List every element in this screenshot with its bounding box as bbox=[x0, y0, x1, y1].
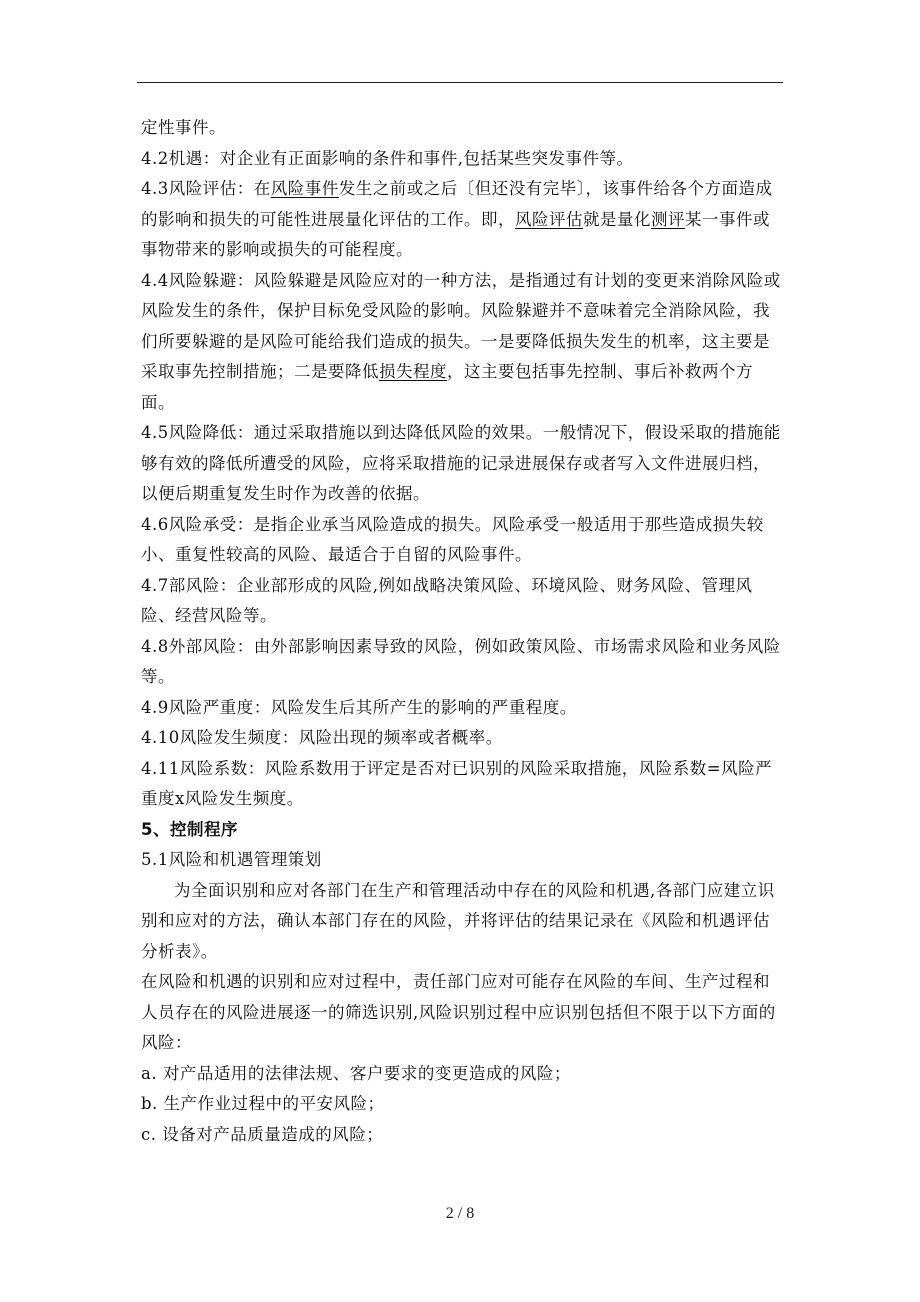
section-heading-5: 5、控制程序 bbox=[141, 819, 238, 839]
list-item-b: b. 生产作业过程中的平安风险； bbox=[141, 1094, 385, 1113]
definition-4-11: 4.11风险系数：风险系数用于评定是否对已识别的风险采取措施，风险系数=风险严重度x风险发生频度。 bbox=[141, 758, 773, 808]
underlined-term-risk-assessment: 风险评估 bbox=[515, 209, 583, 229]
list-item-c: c. 设备对产品质量造成的风险； bbox=[141, 1124, 384, 1144]
paragraph-planning: 为全面识别和应对各部门在生产和管理活动中存在的风险和机遇,各部门应建立识别和应对的方法，确认本部门存在的风险，并将评估的结果记录在《风险和机遇评估分析表》。 bbox=[141, 880, 775, 961]
underlined-term-evaluation: 测评 bbox=[651, 209, 685, 229]
definition-4-6: 4.6风险承受：是指企业承当风险造成的损失。风险承受一般适用于那些造成损失较小、重复性较高的风险、最适合于自留的风险事件。 bbox=[141, 514, 764, 564]
header-rule bbox=[137, 82, 783, 83]
subsection-5-1: 5.1风险和机遇管理策划 bbox=[141, 850, 322, 869]
document-body bbox=[141, 113, 785, 1150]
text-span: 发生之前或之后〔但还没有完毕〕，该事件给各个方面造成的影响和损失的可能性进展量化评估的工作。即， bbox=[141, 179, 773, 229]
text-span: 4.4风险躲避：风险躲避是风险应对的一种方法，是指通过有计划的变更来消除风险或风险发生的条件，保护目标免受风险的影响。风险躲避并不意味着完全消除风险，我们所要躲避的是风险可能给我们造成的损失。一是要降低损失发生的机率，这主要是采取事先控制措施；二是要降低 bbox=[141, 270, 781, 381]
definition-4-10: 4.10风险发生频度：风险出现的频率或者概率。 bbox=[141, 728, 503, 747]
definition-4-5: 4.5风险降低：通过采取措施以到达降低风险的效果。一般情况下，假设采取的措施能够有效的降低所遭受的风险，应将采取措施的记录进展保存或者写入文件进展归档，以便后期重复发生时作为改善的依据。 bbox=[141, 423, 781, 503]
definition-4-9: 4.9风险严重度：风险发生后其所产生的影响的严重程度。 bbox=[141, 697, 577, 717]
definition-4-2: 4.2机遇：对企业有正面影响的条件和事件,包括某些突发事件等。 bbox=[141, 148, 634, 168]
underlined-term-risk-event: 风险事件 bbox=[270, 179, 339, 198]
definition-4-3 bbox=[141, 174, 785, 266]
page-number: 2 / 8 bbox=[445, 1205, 475, 1222]
list-item-a: a. 对产品适用的法律法规、客户要求的变更造成的风险； bbox=[141, 1063, 571, 1083]
definition-4-7: 4.7部风险：企业部形成的风险,例如战略决策风险、环境风险、财务风险、管理风险、经营风险等。 bbox=[141, 575, 753, 625]
underlined-term-loss-degree: 损失程度 bbox=[379, 362, 447, 381]
definition-4-4 bbox=[141, 266, 785, 419]
definition-4-8: 4.8外部风险：由外部影响因素导致的风险，例如政策风险、市场需求风险和业务风险等。 bbox=[141, 636, 781, 686]
paragraph-continuation: 定性事件。 bbox=[141, 118, 226, 137]
paragraph-identification: 在风险和机遇的识别和应对过程中，责任部门应对可能存在风险的车间、生产过程和人员存在的风险进展逐一的筛选识别,风险识别过程中应识别包括但不限于以下方面的风险： bbox=[141, 972, 776, 1052]
text-span: 某一事件或事物带来的影响或损失的可能程度。 bbox=[141, 209, 770, 259]
text-span: 4.3风险评估：在 bbox=[141, 179, 271, 198]
text-span: ，这主要包括事先控制、事后补救两个方面。 bbox=[141, 362, 753, 412]
text-span: 就是量化 bbox=[583, 209, 651, 229]
